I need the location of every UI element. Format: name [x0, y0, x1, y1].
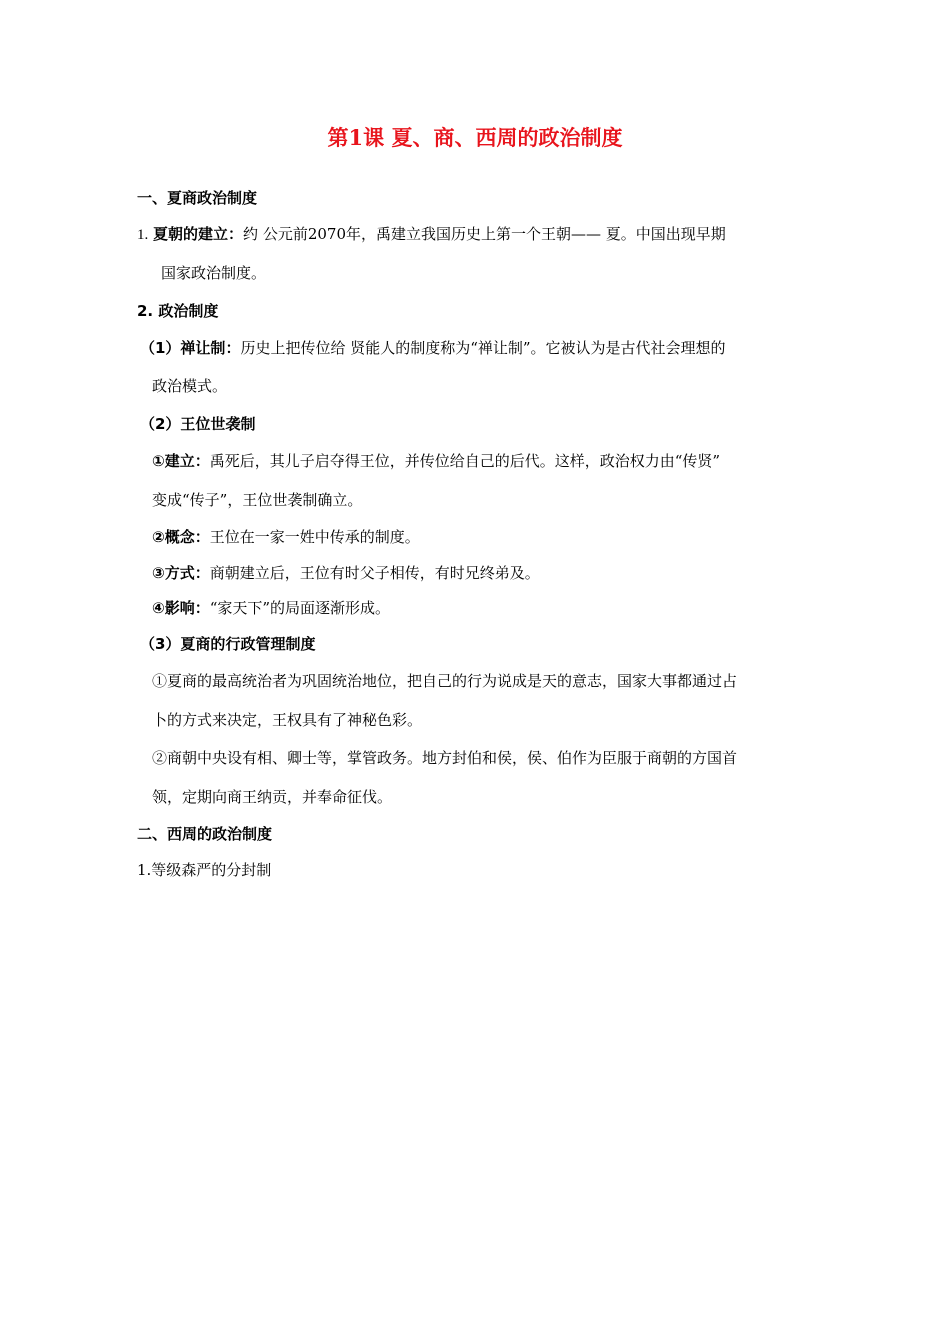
- sub2-p2-label: ②概念：: [152, 528, 210, 546]
- sub2-p4: [152, 598, 390, 618]
- sub2-p1-label: ①建立：: [152, 452, 210, 470]
- item2-heading: 2. 政治制度: [137, 302, 219, 320]
- sub2-heading: （2）王位世袭制: [140, 415, 256, 433]
- sub1-line1: [140, 338, 726, 358]
- sub2-p3-text: 商朝建立后，王位有时父子相传，有时兄终弟及。: [209, 564, 540, 582]
- sub2-p3: [152, 563, 540, 583]
- section1-heading: 一、夏商政治制度: [137, 189, 258, 207]
- sub3-p1-line2: 卜的方式来决定，王权具有了神秘色彩。: [152, 711, 423, 729]
- sub2-p1-text-line2: 变成“传子”，王位世袭制确立。: [152, 491, 363, 509]
- sub1-text-line1: 历史上把传位给 贤能人的制度称为“禅让制”。它被认为是古代社会理想的: [240, 339, 726, 357]
- item1-label: 夏朝的建立：: [153, 225, 244, 243]
- section2-heading: 二、西周的政治制度: [137, 825, 273, 843]
- sub3-heading: （3）夏商的行政管理制度: [140, 635, 316, 653]
- sub2-p2-text: 王位在一家一姓中传承的制度。: [209, 528, 420, 546]
- sub1-text-line2: 政治模式。: [152, 377, 228, 395]
- sub2-p2: [152, 527, 420, 547]
- sub2-p4-label: ④影响：: [152, 599, 210, 617]
- sub2-p4-text: “家天下”的局面逐渐形成。: [209, 599, 391, 617]
- item1-text-line2: 国家政治制度。: [161, 264, 267, 282]
- sub2-p1-line1: [152, 451, 720, 471]
- sub2-p1-text-line1: 禹死后，其儿子启夺得王位，并传位给自己的后代。这样，政治权力由“传贤”: [209, 452, 721, 470]
- section2-item1: 1.等级森严的分封制: [137, 861, 272, 879]
- sub3-p2-line2: 领，定期向商王纳贡，并奉命征伐。: [152, 788, 393, 806]
- item1-text-line1: 约 公元前2070年，禹建立我国历史上第一个王朝—— 夏。中国出现早期: [243, 225, 726, 243]
- sub2-p3-label: ③方式：: [152, 564, 210, 582]
- sub3-p1-line1: ①夏商的最高统治者为巩固统治地位，把自己的行为说成是天的意志，国家大事都通过占: [152, 672, 738, 690]
- sub3-p2-line1: ②商朝中央设有相、卿士等，掌管政务。地方封伯和侯，侯、伯作为臣服于商朝的方国首: [152, 749, 738, 767]
- item1-number: 1.: [137, 227, 149, 243]
- page-title: 第1课 夏、商、西周的政治制度: [327, 125, 623, 150]
- item1-line1: [137, 224, 726, 245]
- sub1-label: （1）禅让制：: [140, 339, 241, 357]
